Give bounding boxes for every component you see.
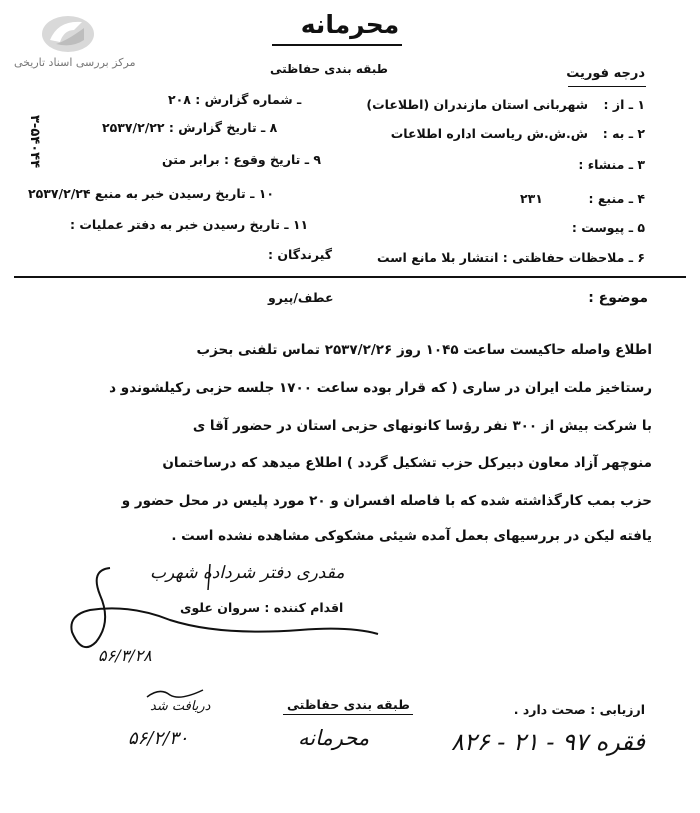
ops-receipt-date: ۱۱ ـ تاریخ رسیدن خبر به دفتر عملیات : xyxy=(70,217,309,232)
report-number: ـ شماره گزارش : ۲۰۸ xyxy=(168,92,302,107)
source-receipt-date: ۱۰ ـ تاریخ رسیدن خبر به منبع ۲۵۳۷/۲/۲۴ xyxy=(28,186,274,201)
from-label: ۱ ـ از : xyxy=(603,97,645,112)
received-date: ۵۶/۲/۳۰ xyxy=(128,728,189,749)
footer-classification-label: طبقه بندی حفاظتی xyxy=(287,697,410,712)
event-date: ۹ ـ تاریخ وقوع : برابر متن xyxy=(162,152,321,167)
signature-scribble-icon xyxy=(60,560,390,650)
to-value: ش.ش.ش ریاست اداره اطلاعات xyxy=(390,126,588,141)
archive-logo-caption: مرکز بررسی اسناد تاریخی xyxy=(14,56,136,69)
subject-label: موضوع : xyxy=(588,290,648,306)
footer-classification-value: محرمانه xyxy=(298,726,370,750)
report-date: ۸ ـ تاریخ گزارش : ۲۵۳۷/۲/۲۲ xyxy=(102,120,278,135)
margin-code: ۳-۵۴۰۴۴ xyxy=(27,115,42,169)
evaluation: ارزیابی : صحت دارد . xyxy=(513,702,645,717)
body-line: رستاخیز ملت ایران در ساری ( که قرار بوده ساعت ۱۷۰۰ جلسه حزبی رکیلشوندو د xyxy=(109,380,652,396)
attachment-label: ۵ ـ پیوست : xyxy=(571,220,645,235)
header-divider xyxy=(14,276,686,278)
from-value: شهربانی استان مازندران (اطلاعات) xyxy=(366,97,588,112)
handwritten-note: مقدری دفتر شرداده شهرب xyxy=(150,563,345,583)
body-line: حزب بمب کارگذاشته شده که با فاصله افسران و ۲۰ مورد پلیس در محل حضور و xyxy=(121,493,652,509)
classification-label: طبقه بندی حفاظتی xyxy=(270,62,388,76)
protection-note: ۶ ـ ملاحظات حفاظتی : انتشار بلا مانع است xyxy=(377,250,645,265)
subject-value: عطف/پیرو xyxy=(268,290,334,305)
source-label: ۴ ـ منبع : xyxy=(588,191,645,206)
source-value: ۲۳۱ xyxy=(520,191,543,206)
body-line: اطلاع واصله حاکیست ساعت ۱۰۴۵ روز ۲۵۳۷/۲/۲۶ تماس تلفنی بحزب xyxy=(196,342,652,358)
recipients-label: گیرندگان : xyxy=(268,247,333,262)
urgency-label: درجه فوریت xyxy=(566,66,645,81)
initials-scribble-icon xyxy=(145,686,205,700)
body-line: با شرکت بیش از ۳۰۰ نفر رؤسا کانونهای حزبی استان در حضور آقا ی xyxy=(192,418,652,434)
handwritten-code: ۵۶/۳/۲۸ xyxy=(98,646,152,665)
document-title: محرمانه xyxy=(300,10,400,39)
document-number: فقره ۹۷ - ۲۱ - ۸۲۶ xyxy=(450,728,645,756)
action-by: اقدام کننده : سروان علوی xyxy=(180,600,344,615)
urgency-underline xyxy=(568,86,646,87)
title-underline xyxy=(272,44,402,46)
body-line: یافته لیکن در بررسیهای بعمل آمده شیئی مشکوکی مشاهده نشده است . xyxy=(171,528,652,544)
body-line: منوچهر آزاد معاون دبیرکل حزب تشکیل گردد ) اطلاع میدهد که درساختمان xyxy=(162,455,652,471)
received-note: دریافت شد xyxy=(150,699,211,714)
to-label: ۲ ـ به : xyxy=(602,126,645,141)
origin-label: ۳ ـ منشاء : xyxy=(578,157,645,172)
footer-classification-underline xyxy=(283,714,413,715)
